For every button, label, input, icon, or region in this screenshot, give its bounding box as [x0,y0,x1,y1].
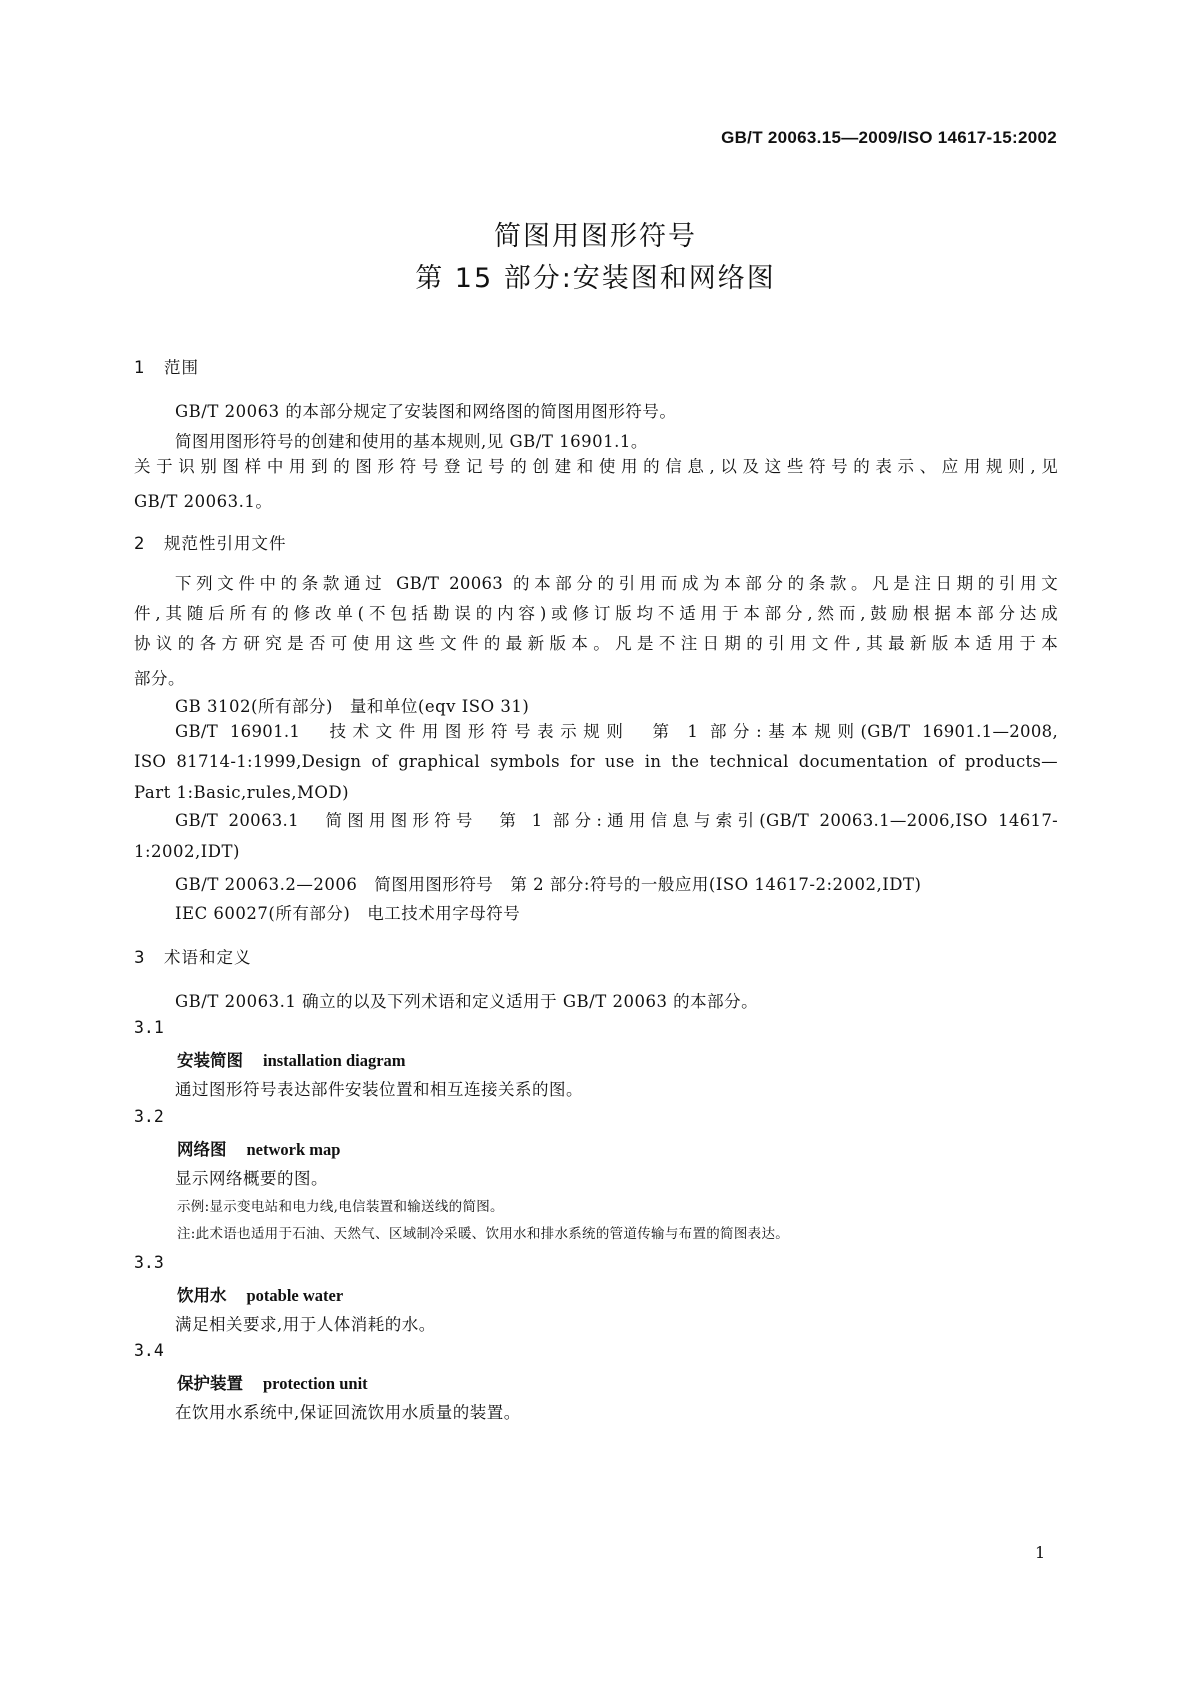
reference-item: Part 1:Basic,rules,MOD) [134,783,350,802]
term-number: 3.4 [134,1341,164,1360]
reference-item: GB/T 16901.1 技术文件用图形符号表示规则 第 1 部分:基本规则(GB/T 16901.1—2008, [175,722,1058,741]
section-number: 2 [134,534,146,553]
term-heading [177,1370,368,1394]
paragraph-line: 下列文件中的条款通过 GB/T 20063 的本部分的引用而成为本部分的条款。凡是注日期的引用文 [175,574,1058,593]
term-en: protection unit [263,1374,368,1393]
reference-item: ISO 81714-1:1999,Design of graphical symbols for use in the technical documentation of products— [134,752,1058,771]
reference-item: IEC 60027(所有部分) 电工技术用字母符号 [175,904,521,923]
reference-item: GB/T 20063.1 简图用图形符号 第 1 部分:通用信息与索引(GB/T 20063.1—2006,ISO 14617- [175,811,1058,830]
term-number: 3.3 [134,1253,164,1272]
document-subtitle: 第 15 部分:安装图和网络图 [415,263,776,294]
term-heading [177,1282,343,1306]
term-heading [177,1136,340,1160]
term-number: 3.2 [134,1107,164,1126]
reference-item: 1:2002,IDT) [134,842,240,861]
term-definition: 在饮用水系统中,保证回流饮用水质量的装置。 [175,1403,521,1422]
term-example: 示例:显示变电站和电力线,电信装置和输送线的简图。 [177,1199,504,1215]
page-number: 1 [1035,1543,1046,1562]
term-zh: 饮用水 [177,1286,227,1305]
standard-code: GB/T 20063.15—2009/ISO 14617-15:2002 [721,128,1057,147]
paragraph: GB/T 20063.1 确立的以及下列术语和定义适用于 GB/T 20063 的本部分。 [175,992,759,1011]
term-en: installation diagram [263,1051,406,1070]
term-zh: 网络图 [177,1140,227,1159]
paragraph-line: GB/T 20063.1。 [134,492,273,511]
term-definition: 满足相关要求,用于人体消耗的水。 [175,1315,436,1334]
term-note: 注:此术语也适用于石油、天然气、区域制冷采暖、饮用水和排水系统的管道传输与布置的简图表达。 [177,1226,790,1242]
term-en: network map [246,1140,341,1159]
paragraph-line: 件,其随后所有的修改单(不包括勘误的内容)或修订版均不适用于本部分,然而,鼓励根据本部分达成 [134,604,1058,623]
section-2-heading [134,530,287,554]
term-definition: 显示网络概要的图。 [175,1169,328,1188]
paragraph-line: 关于识别图样中用到的图形符号登记号的创建和使用的信息,以及这些符号的表示、应用规则,见 [134,457,1058,476]
paragraph-line: 协议的各方研究是否可使用这些文件的最新版本。凡是不注日期的引用文件,其最新版本适用于本 [134,634,1058,653]
term-number: 3.1 [134,1018,164,1037]
term-en: potable water [246,1286,344,1305]
reference-item: GB 3102(所有部分) 量和单位(eqv ISO 31) [175,697,530,716]
term-heading [177,1047,406,1071]
section-number: 3 [134,948,146,967]
term-zh: 保护装置 [177,1374,243,1393]
section-1-heading [134,354,199,378]
paragraph-line: 部分。 [134,669,185,688]
term-zh: 安装简图 [177,1051,243,1070]
reference-item: GB/T 20063.2—2006 简图用图形符号 第 2 部分:符号的一般应用(ISO 14617-2:2002,IDT) [175,875,922,894]
section-3-heading [134,944,252,968]
section-title: 规范性引用文件 [164,534,287,553]
section-title: 术语和定义 [164,948,252,967]
paragraph: 简图用图形符号的创建和使用的基本规则,见 GB/T 16901.1。 [175,432,648,451]
section-number: 1 [134,358,146,377]
section-title: 范围 [164,358,199,377]
document-title: 简图用图形符号 [494,221,697,252]
term-definition: 通过图形符号表达部件安装位置和相互连接关系的图。 [175,1080,583,1099]
paragraph: GB/T 20063 的本部分规定了安装图和网络图的简图用图形符号。 [175,402,677,421]
